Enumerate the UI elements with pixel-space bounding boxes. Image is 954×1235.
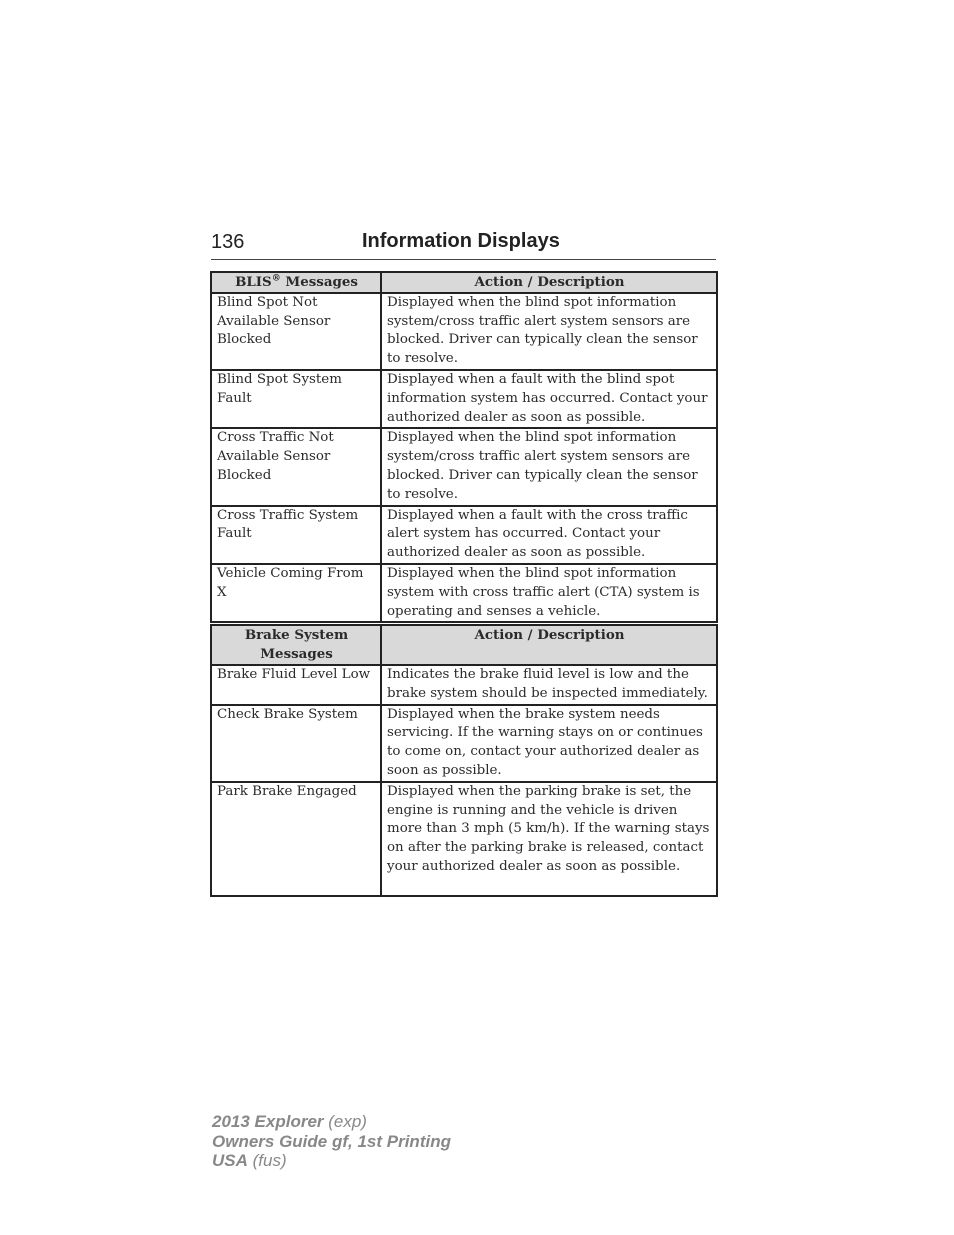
brake-system-messages-table (210, 624, 718, 897)
footer-line-guide: Owners Guide gf, 1st Printing (212, 1131, 451, 1151)
footer-line-model: 2013 Explorer (exp) (212, 1112, 367, 1131)
table-header-row (211, 625, 717, 665)
table-row (211, 705, 717, 782)
table-row (211, 506, 717, 564)
action-description-header: Action / Description (381, 625, 717, 665)
brake-system-messages-header: Brake System Messages (211, 625, 381, 665)
page-header (211, 229, 716, 260)
action-description-header: Action / Description (381, 272, 717, 293)
table-row (211, 782, 717, 896)
description-cell: Displayed when a fault with the cross traffic alert system has occurred. Contact your authorized dealer as soon as possible. (381, 506, 717, 564)
description-cell: Displayed when the brake system needs servicing. If the warning stays on or continues to come on, contact your authorized dealer as soon as possible. (381, 705, 717, 782)
message-cell: Blind Spot Not Available Sensor Blocked (211, 293, 381, 370)
description-cell: Displayed when the blind spot information system with cross traffic alert (CTA) system is operating and senses a vehicle. (381, 564, 717, 622)
description-cell: Displayed when the blind spot information system/cross traffic alert system sensors are blocked. Driver can typically clean the sensor to resolve. (381, 293, 717, 370)
footer-line-market: USA (fus) (212, 1151, 287, 1170)
message-cell: Cross Traffic Not Available Sensor Blocked (211, 428, 381, 505)
message-cell: Vehicle Coming From X (211, 564, 381, 622)
blis-messages-table (210, 271, 718, 623)
message-cell: Blind Spot System Fault (211, 370, 381, 428)
table-row (211, 370, 717, 428)
description-cell: Displayed when a fault with the blind spot information system has occurred. Contact your authorized dealer as soon as possible. (381, 370, 717, 428)
table-row (211, 665, 717, 705)
blis-messages-header: BLIS® Messages (211, 272, 381, 293)
table-row (211, 293, 717, 370)
table-row (211, 564, 717, 622)
description-cell: Indicates the brake fluid level is low and the brake system should be inspected immediately. (381, 665, 717, 705)
section-title: Information Displays (362, 230, 560, 252)
table-row (211, 428, 717, 505)
description-cell: Displayed when the parking brake is set, the engine is running and the vehicle is driven more than 3 mph (5 km/h). If the warning stays on after the parking brake is released, contact your authorized dealer as soon as possible. (381, 782, 717, 896)
footer-imprint (212, 1112, 451, 1171)
table-header-row (211, 272, 717, 293)
message-cell: Brake Fluid Level Low (211, 665, 381, 705)
description-cell: Displayed when the blind spot information system/cross traffic alert system sensors are blocked. Driver can typically clean the sensor to resolve. (381, 428, 717, 505)
message-cell: Cross Traffic System Fault (211, 506, 381, 564)
message-cell: Park Brake Engaged (211, 782, 381, 896)
message-cell: Check Brake System (211, 705, 381, 782)
page-number: 136 (211, 231, 245, 253)
